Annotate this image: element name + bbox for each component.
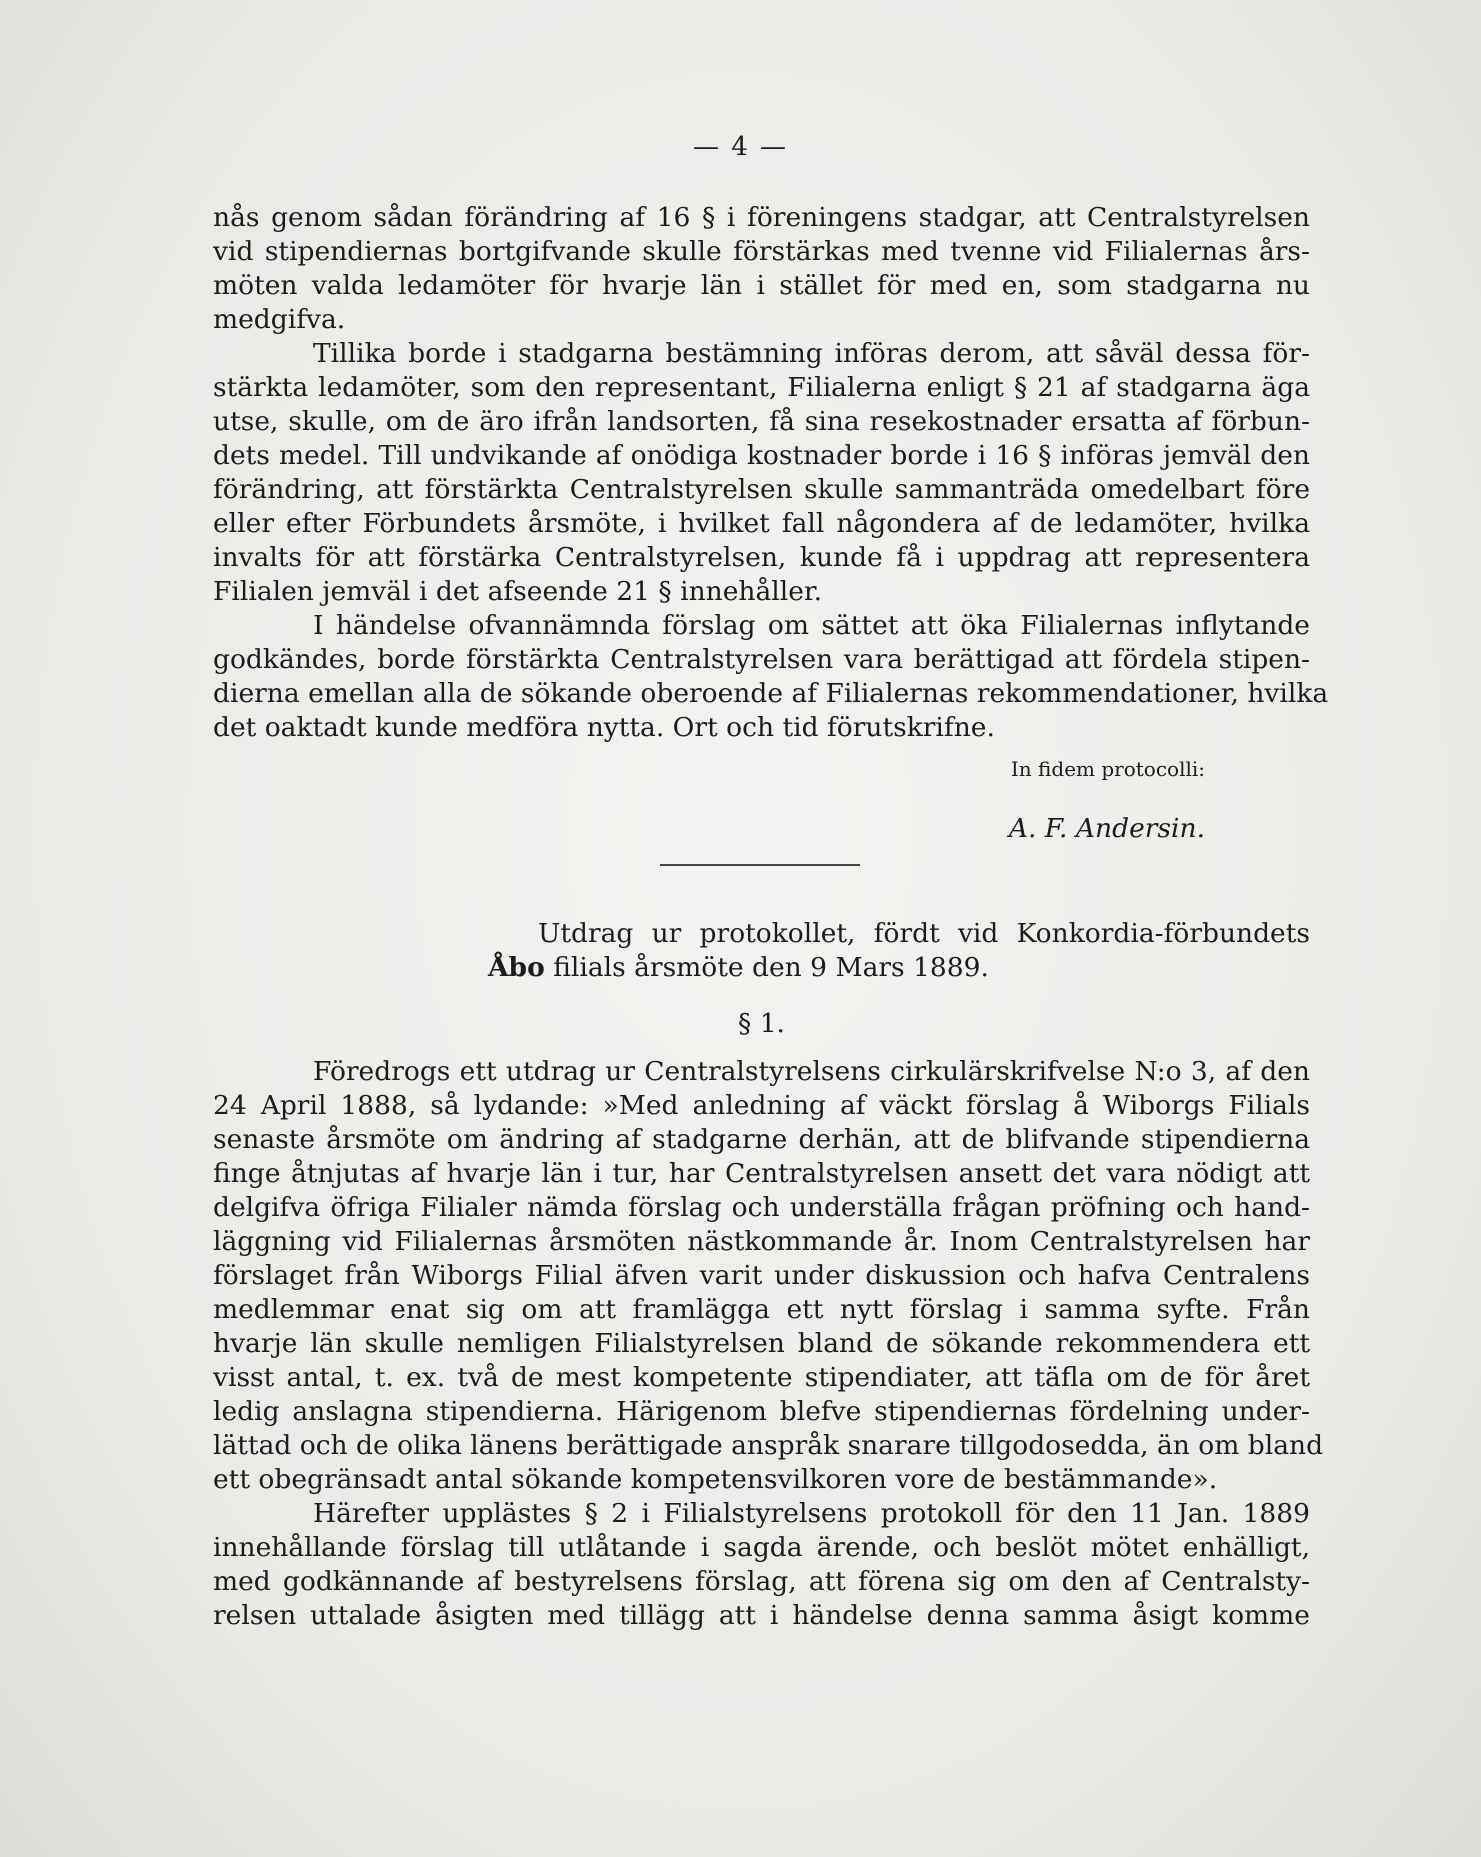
- text-line: förändring, att förstärkta Centralstyrelsen skulle sammanträda omedelbart före: [213, 474, 1310, 505]
- text-line: Tillika borde i stadgarna bestämning införas derom, att såväl dessa för-: [313, 338, 1310, 369]
- divider-rule: [660, 864, 860, 866]
- text-line: Filialen jemväl i det afseende 21 § innehåller.: [213, 576, 823, 607]
- text-line: med godkännande af bestyrelsens förslag, att förena sig om den af Centralsty-: [213, 1566, 1310, 1597]
- text-line: möten valda ledamöter för hvarje län i stället för med en, som stadgarna nu: [213, 270, 1310, 301]
- text-line: lättad och de olika länens berättigade anspråk snarare tillgodosedda, än om bland: [213, 1430, 1324, 1461]
- text-block-lower: [213, 1055, 1324, 1633]
- text-line: dets medel. Till undvikande af onödiga kostnader borde i 16 § införas jemväl den: [213, 440, 1310, 471]
- extract-heading: [213, 917, 1310, 985]
- heading-place: Åbo: [488, 952, 545, 983]
- text-line: det oaktadt kunde medföra nytta. Ort och tid förutskrifne.: [213, 712, 995, 743]
- text-line: senaste årsmöte om ändring af stadgarne derhän, att de blifvande stipendierna: [213, 1124, 1310, 1155]
- text-line: nås genom sådan förändring af 16 § i föreningens stadgar, att Centralstyrelsen: [213, 202, 1310, 233]
- text-line: ett obegränsadt antal sökande kompetensvilkoren vore de bestämmande».: [213, 1464, 1218, 1495]
- text-line: stärkta ledamöter, som den representant, Filialerna enligt § 21 af stadgarna äga: [213, 372, 1310, 403]
- text-line: läggning vid Filialernas årsmöten nästkommande år. Inom Centralstyrelsen har: [213, 1226, 1310, 1257]
- section-mark: § 1.: [738, 1008, 785, 1039]
- text-line: relsen uttalade åsigten med tillägg att i händelse denna samma åsigt komme: [213, 1600, 1310, 1631]
- text-line: invalts för att förstärka Centralstyrelsen, kunde få i uppdrag att representera: [213, 542, 1310, 573]
- text-line: dierna emellan alla de sökande oberoende af Filialernas rekommendationer, hvilka: [213, 678, 1329, 709]
- text-line: finge åtnjutas af hvarje län i tur, har Centralstyrelsen ansett det vara nödigt att: [213, 1158, 1310, 1189]
- text-line: medlemmar enat sig om att framlägga ett nytt förslag i samma syfte. Från: [213, 1294, 1310, 1325]
- text-line: delgifva öfriga Filialer nämda förslag och underställa frågan pröfning och hand-: [213, 1192, 1310, 1223]
- text-line: visst antal, t. ex. två de mest kompetente stipendiater, att täfla om de för året: [213, 1362, 1310, 1393]
- signature-block: [213, 812, 1310, 846]
- text-line: Härefter upplästes § 2 i Filialstyrelsens protokoll för den 11 Jan. 1889: [313, 1498, 1310, 1529]
- section-heading: [213, 1007, 1310, 1041]
- text-line: förslaget från Wiborgs Filial äfven varit under diskussion och hafva Centralens: [213, 1260, 1310, 1291]
- heading-line: [213, 951, 1310, 985]
- text-line: I händelse ofvannämnda förslag om sättet att öka Filialernas inflytande: [313, 610, 1310, 641]
- text-line: utse, skulle, om de äro ifrån landsorten, få sina resekostnader ersatta af förbun-: [213, 406, 1310, 437]
- text-line: eller efter Förbundets årsmöte, i hvilket fall någondera af de ledamöter, hvilka: [213, 508, 1310, 539]
- page-number: — 4 —: [692, 132, 789, 162]
- attestation: [213, 752, 1310, 786]
- text-line: vid stipendiernas bortgifvande skulle förstärkas med tvenne vid Filialernas års-: [213, 236, 1310, 267]
- in-fidem-label: In fidem protocolli:: [1010, 757, 1205, 781]
- heading-date: filials årsmöte den 9 Mars 1889.: [544, 952, 989, 983]
- text-line: hvarje län skulle nemligen Filialstyrelsen bland de sökande rekommendera ett: [213, 1328, 1310, 1359]
- text-line: medgifva.: [213, 304, 346, 335]
- text-line: 24 April 1888, så lydande: »Med anledning af väckt förslag å Wiborgs Filials: [213, 1090, 1310, 1121]
- text-block-upper: [213, 201, 1329, 745]
- text-line: innehållande förslag till utlåtande i sagda ärende, och beslöt mötet enhälligt,: [213, 1532, 1310, 1563]
- text-line: Föredrogs ett utdrag ur Centralstyrelsens cirkulärskrifvelse N:o 3, af den: [313, 1056, 1310, 1087]
- signature: A. F. Andersin.: [1008, 813, 1205, 844]
- heading-line: Utdrag ur protokollet, fördt vid Konkordia-förbundets: [538, 918, 1310, 949]
- text-line: godkändes, borde förstärkta Centralstyrelsen vara berättigad att fördela stipen-: [213, 644, 1310, 675]
- text-line: ledig anslagna stipendierna. Härigenom blefve stipendiernas fördelning under-: [213, 1396, 1310, 1427]
